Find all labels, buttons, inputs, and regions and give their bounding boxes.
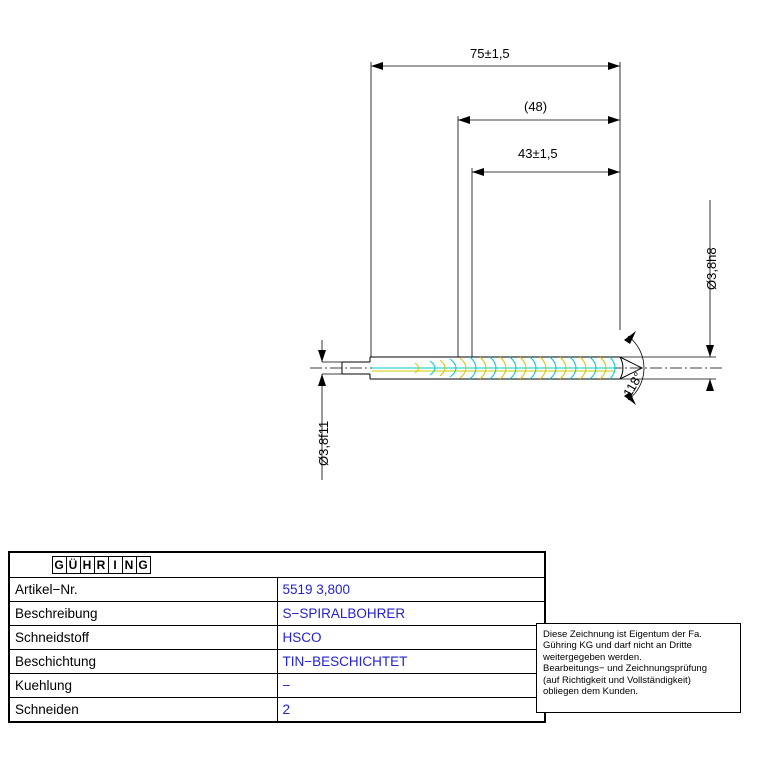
- title-block: [8, 551, 546, 723]
- dimension-label-shank-diameter: Ø3,8h8: [704, 247, 719, 290]
- row-value-cooling: −: [277, 674, 545, 698]
- notes-line: obliegen dem Kunden.: [543, 686, 639, 698]
- legal-notes-box: [536, 623, 741, 713]
- row-value-article-number: 5519 3,800: [277, 578, 545, 602]
- notes-line: Bearbeitungs− und Zeichnungsprüfung: [543, 663, 707, 675]
- logo-letter: G: [136, 556, 151, 574]
- table-row: [10, 602, 545, 626]
- logo-letter: R: [94, 556, 109, 574]
- logo-letter: N: [122, 556, 137, 574]
- logo-cell: [10, 553, 545, 578]
- table-row: [10, 626, 545, 650]
- row-label-cooling: Kuehlung: [10, 674, 278, 698]
- dimension-flute-length: [472, 168, 620, 357]
- drill-geometry: [310, 331, 724, 405]
- guhring-logo: [52, 556, 150, 574]
- table-row: [10, 578, 545, 602]
- notes-line: Diese Zeichnung ist Eigentum der Fa.: [543, 629, 702, 640]
- row-label-coating: Beschichtung: [10, 650, 278, 674]
- table-row-logo: [10, 553, 545, 578]
- row-label-article-number: Artikel−Nr.: [10, 578, 278, 602]
- row-label-cutting-edges: Schneiden: [10, 698, 278, 722]
- table-row: [10, 650, 545, 674]
- row-value-coating: TIN−BESCHICHTET: [277, 650, 545, 674]
- notes-line: Gühring KG und darf nicht an Dritte: [543, 640, 692, 652]
- row-value-cutting-material: HSCO: [277, 626, 545, 650]
- table-row: [10, 674, 545, 698]
- logo-letter: I: [108, 556, 123, 574]
- dimension-label-reference-length: (48): [524, 99, 548, 114]
- notes-line: (auf Richtigkeit und Vollständigkeit): [543, 674, 691, 686]
- dimension-overall-length: [371, 62, 620, 357]
- row-value-description: S−SPIRALBOHRER: [277, 602, 545, 626]
- notes-line: weitergegeben werden.: [543, 651, 642, 663]
- dimension-label-body-diameter: Ø3,8f11: [316, 420, 331, 466]
- logo-letter: Ü: [66, 556, 81, 574]
- dimension-label-overall-length: 75±1,5: [470, 46, 510, 61]
- row-label-cutting-material: Schneidstoff: [10, 626, 278, 650]
- logo-letter: G: [52, 556, 67, 574]
- flute-hatching: [372, 357, 615, 379]
- row-value-cutting-edges: 2: [277, 698, 545, 722]
- logo-letter: H: [80, 556, 95, 574]
- dimension-shank-diameter: [620, 200, 716, 391]
- row-label-description: Beschreibung: [10, 602, 278, 626]
- table-row: [10, 698, 545, 722]
- dimension-label-flute-length: 43±1,5: [518, 146, 558, 161]
- dimension-label-point-angle: 118°: [620, 369, 646, 400]
